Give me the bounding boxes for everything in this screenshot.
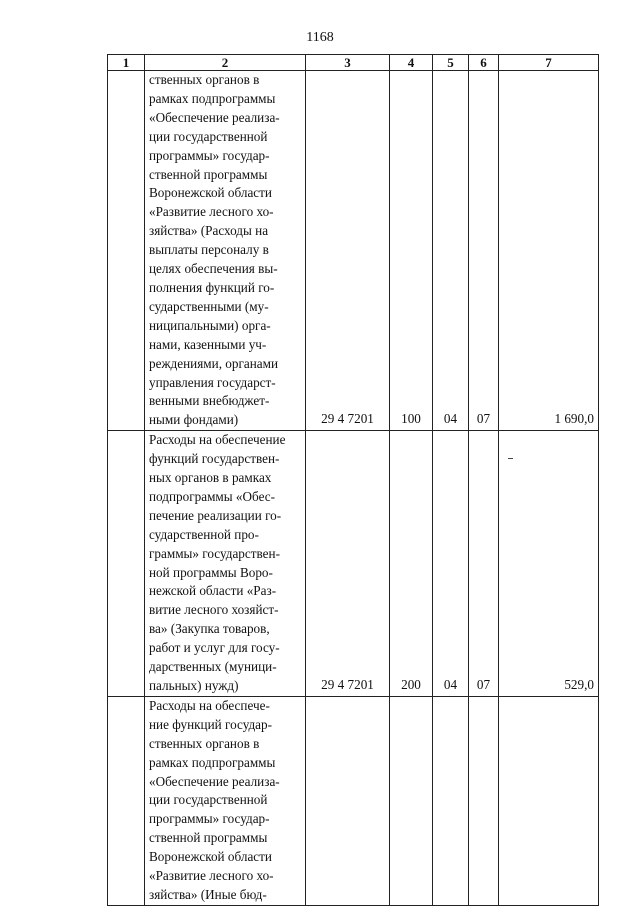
col4-cell: 100 xyxy=(390,71,433,431)
amount-cell: 1 690,0 xyxy=(499,71,599,431)
table-row xyxy=(108,71,599,431)
description-cell xyxy=(145,431,306,697)
description-text: Расходы на обеспечение функций государствен- ных органов в рамках подпрограммы «Обес- печение реализации го- сударственной про- граммы» государствен- ной программы Воро- нежской области «Раз- витие лесного хозяйст- ва» (Закупка товаров, работ и услуг для госу- дарственных (муници- пальных) нужд) xyxy=(149,432,286,693)
col6-cell: 07 xyxy=(469,431,499,697)
scan-mark xyxy=(508,458,513,459)
col4-cell: 200 xyxy=(390,431,433,697)
description-text: Расходы на обеспече- ние функций государ- ственных органов в рамках подпрограммы «Обеспечение реализа- ции государственной программы» государ- ственной программы Воронежской области «Развитие лесного хо- зяйства» (Иные бюд- xyxy=(149,697,280,902)
empty-cell xyxy=(108,696,145,905)
empty-cell xyxy=(108,431,145,697)
header-col-6: 6 xyxy=(469,55,499,71)
empty-cell xyxy=(108,71,145,431)
code-cell xyxy=(306,696,390,905)
header-col-7: 7 xyxy=(499,55,599,71)
header-row xyxy=(108,55,599,71)
header-col-3: 3 xyxy=(306,55,390,71)
table-row xyxy=(108,696,599,905)
budget-table xyxy=(107,54,599,906)
header-col-4: 4 xyxy=(390,55,433,71)
code-cell: 29 4 7201 xyxy=(306,71,390,431)
description-cell xyxy=(145,71,306,431)
col5-cell: 04 xyxy=(433,431,469,697)
col6-cell xyxy=(469,696,499,905)
col6-cell: 07 xyxy=(469,71,499,431)
description-cell xyxy=(145,696,306,905)
header-col-5: 5 xyxy=(433,55,469,71)
header-col-2: 2 xyxy=(145,55,306,71)
page-number: 1168 xyxy=(306,30,334,45)
header-col-1: 1 xyxy=(108,55,145,71)
table-row xyxy=(108,431,599,697)
description-text: ственных органов в рамках подпрограммы «Обеспечение реализа- ции государственной программы» государ- ственной программы Воронежской области «Развитие лесного хо- зяйства» (Расходы на выплаты персоналу в целях обеспечения вы- полнения функций го- сударственными (му- ниципальными) орга- нами, казенными уч- реждениями, органами управления государст- венными внебюджет- ными фондами) xyxy=(149,72,280,428)
code-cell: 29 4 7201 xyxy=(306,431,390,697)
col5-cell xyxy=(433,696,469,905)
col4-cell xyxy=(390,696,433,905)
col5-cell: 04 xyxy=(433,71,469,431)
amount-cell: 529,0 xyxy=(499,431,599,697)
amount-cell xyxy=(499,696,599,905)
